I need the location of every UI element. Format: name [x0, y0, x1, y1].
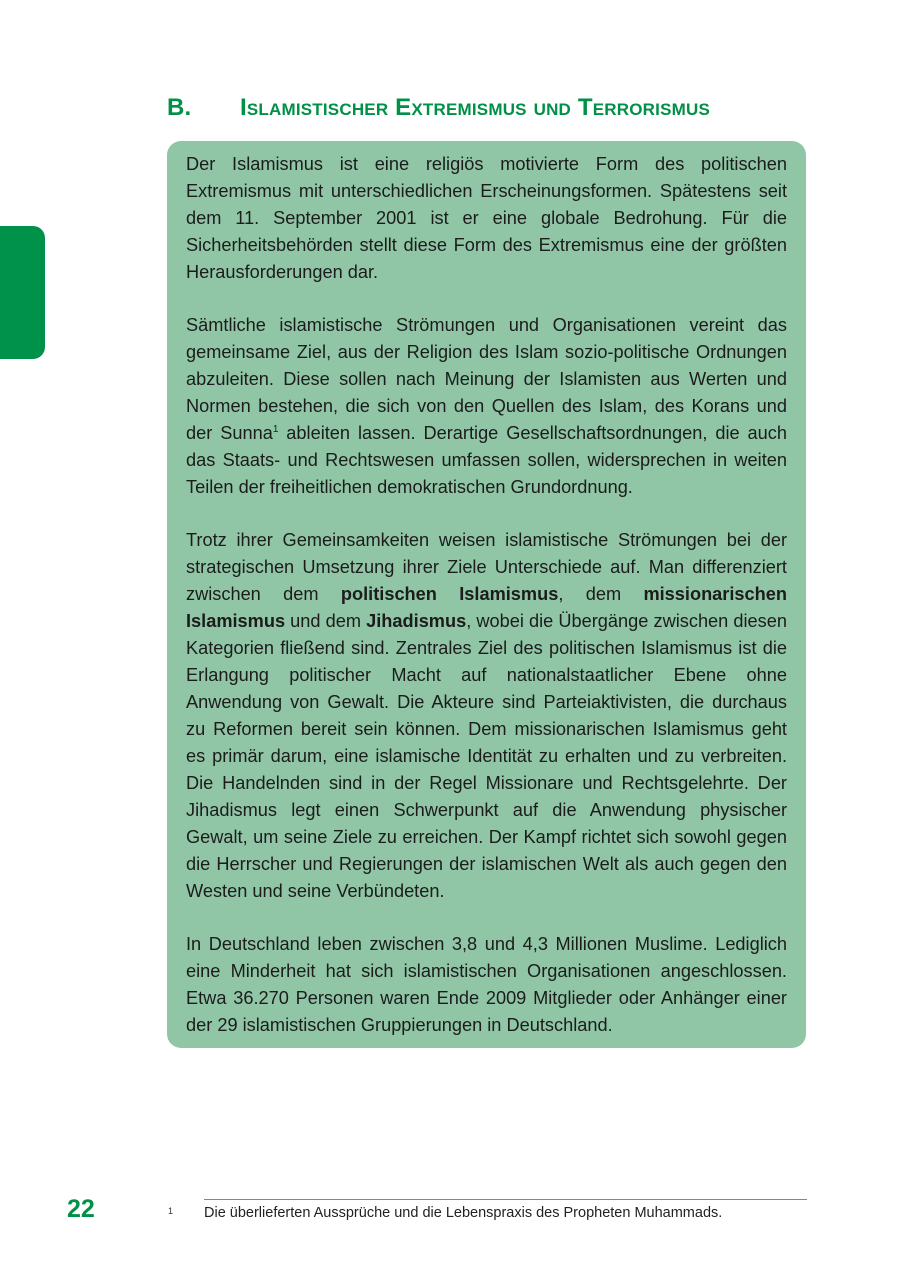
- chapter-side-tab: [0, 226, 45, 359]
- footnote-marker: 1: [168, 1206, 174, 1216]
- footnote-reference[interactable]: 1: [272, 423, 279, 435]
- term-missionary-islamism: missionarischen Islamismus: [186, 584, 787, 631]
- content-box: [167, 141, 806, 1048]
- paragraph-categories-text-1: Trotz ihrer Gemeinsamkeiten weisen islamistische Strömungen bei der strategischen Umsetzung ihrer Ziele Unterschiede auf. Man differenziert zwischen dem: [186, 530, 787, 604]
- footnote-divider: [204, 1199, 807, 1200]
- term-jihadism: Jihadismus: [366, 611, 467, 631]
- paragraph-goals-text-1: Sämtliche islamistische Strömungen und Organisationen vereint das gemeinsame Ziel, aus der Religion des Islam sozio-politische Ordnungen abzuleiten. Diese sollen nach Meinung der Islamisten aus Werten und Normen bestehen, die sich von den Quellen des Islam, des Korans und der Sunna: [186, 315, 787, 443]
- paragraph-statistics: In Deutschland leben zwischen 3,8 und 4,3 Millionen Muslime. Lediglich eine Minderheit hat sich islamistischen Organisationen angeschlossen. Etwa 36.270 Personen waren Ende 2009 Mitglieder oder Anhänger einer der 29 islamistischen Gruppierungen in Deutschland.: [186, 934, 787, 1035]
- page-number: 22: [67, 1195, 95, 1223]
- paragraph-categories-text-4: , wobei die Übergänge zwischen diesen Kategorien fließend sind. Zentrales Ziel des politischen Islamismus ist die Erlangung politischer Macht auf nationalstaatlicher Ebene ohne Anwendung von Gewalt. Die Akteure sind Parteiaktivisten, die durchaus zu Reformen bereit sein können. Dem missionarischen Islamismus geht es primär darum, eine islamische Identität zu erhalten und zu verbreiten. Die Handelnden sind in der Regel Missionare und Rechtsgelehrte. Der Jihadismus legt einen Schwerpunkt auf die Anwendung physischer Gewalt, um seine Ziele zu erreichen. Der Kampf richtet sich sowohl gegen die Herrscher und Regierungen der islamischen Welt als auch gegen den Westen und seine Verbündeten.: [186, 611, 787, 901]
- footnote-text: Die überlieferten Aussprüche und die Lebenspraxis des Propheten Muhammads.: [204, 1205, 723, 1221]
- paragraph-categories-text-2: , dem: [558, 584, 644, 604]
- section-title: Islamistischer Extremismus und Terrorismus: [240, 94, 710, 121]
- paragraph-goals: [186, 312, 787, 501]
- paragraph-intro: Der Islamismus ist eine religiös motivierte Form des politischen Extremismus mit unterschiedlichen Erscheinungsformen. Spätestens seit dem 11. September 2001 ist er eine globale Bedrohung. Für die Sicherheitsbehörden stellt diese Form des Extremismus eine der größten Herausforderungen dar.: [186, 154, 787, 282]
- section-heading: [167, 94, 807, 122]
- paragraph-categories-text-3: und dem: [285, 611, 367, 631]
- section-number: B.: [167, 94, 192, 121]
- term-political-islamism: politischen Islamismus: [340, 584, 559, 604]
- paragraph-categories: [186, 527, 787, 905]
- paragraph-goals-text-2: ableiten lassen. Derartige Gesellschaftsordnungen, die auch das Staats- und Rechtswesen umfassen sollen, widersprechen in weiten Teilen der freiheitlichen demokratischen Grundordnung.: [186, 423, 787, 497]
